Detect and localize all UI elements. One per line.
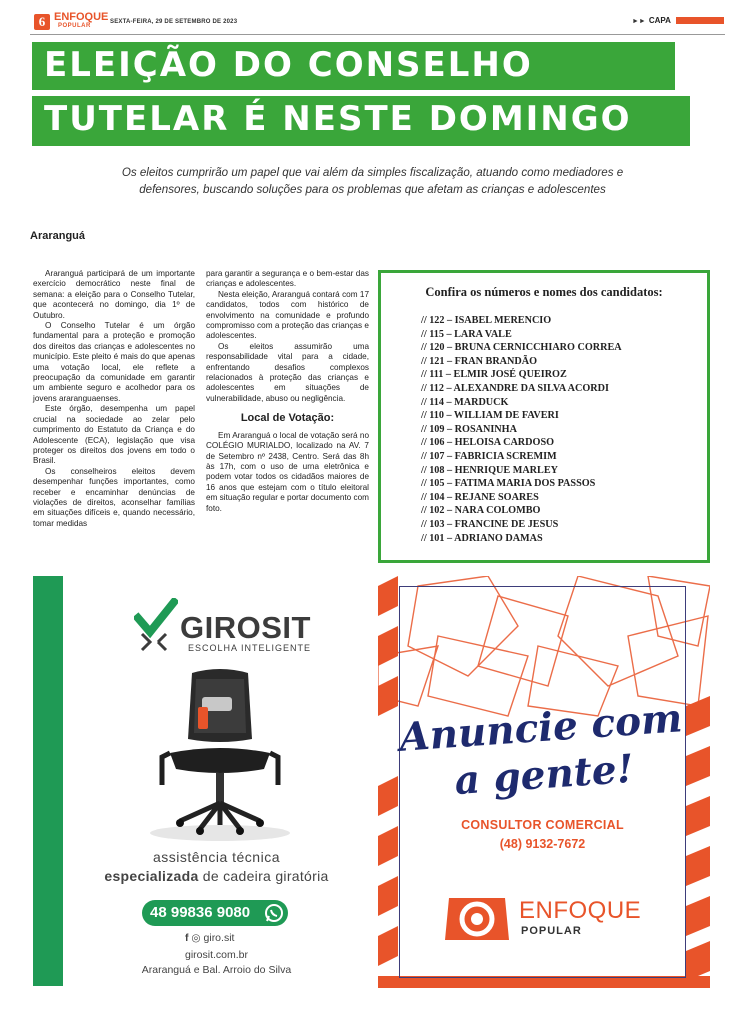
girosit-tagline-bold: especializada: [104, 868, 199, 884]
headline-line-2: TUTELAR É NESTE DOMINGO: [32, 96, 690, 146]
list-item: // 107 – FABRICIA SCREMIM: [421, 450, 557, 462]
voting-location-heading: Local de Votação:: [240, 412, 335, 425]
list-item: // 105 – FATIMA MARIA DOS PASSOS: [421, 478, 596, 490]
enfoque-brand: ENFOQUE: [519, 897, 642, 924]
header-date: SEXTA-FEIRA, 29 DE SETEMBRO DE 2023: [110, 19, 238, 25]
list-item: // 109 – ROSANINHA: [421, 423, 517, 435]
enfoque-headline-1: Anuncie com: [397, 695, 684, 761]
paragraph: Nesta eleição, Araranguá contará com 17 candidatos, todos com histórico de envolvimento na comunidade e profundo compromisso com a proteção das crianças e adolescentes.: [206, 289, 369, 341]
enfoque-phone: (48) 9132-7672: [499, 837, 586, 851]
list-item: // 110 – WILLIAM DE FAVERI: [421, 410, 559, 422]
list-item: // 121 – FRAN BRANDÃO: [421, 355, 538, 367]
paragraph: Em Araranguá o local de votação será no COLÉGIO MURIALDO, localizado na AV. 7 de Setembro nº 2438, Centro. Será das 8h às 17h, com o uso de urna eletrônica e podem votar todos os cidadãos maiores de 16 anos que estejam com o título eleitoral em situação regular e portar documento com foto.: [206, 430, 369, 513]
list-item: // 111 – ELMIR JOSÉ QUEIROZ: [421, 369, 567, 381]
section-bar: [676, 17, 724, 24]
ad-green-stripe: [33, 576, 63, 986]
list-item: // 108 – HENRIQUE MARLEY: [421, 464, 558, 476]
girosit-tagline-1: assistência técnica: [152, 849, 280, 865]
section-name: CAPA: [648, 16, 671, 25]
list-item: // 112 – ALEXANDRE DA SILVA ACORDI: [421, 382, 609, 394]
headline-line-1: ELEIÇÃO DO CONSELHO: [32, 42, 675, 90]
list-item: // 106 – HELOISA CARDOSO: [421, 437, 555, 449]
header-brand-sub: POPULAR: [58, 23, 91, 29]
office-chair-icon: [140, 665, 300, 845]
page-number: 6: [34, 14, 50, 30]
facebook-icon: f: [185, 932, 189, 944]
paragraph: O Conselho Tutelar é um órgão fundamental para a proteção e promoção dos direitos das crianças e adolescentes no município. Este pleito é mais do que apenas uma votação local, ele reflete a preocupação da comunidade em garantir um ambiente seguro e acolhedor para os jovens araranguaenses.: [33, 321, 195, 403]
girosit-logo-sub: ESCOLHA INTELIGENTE: [188, 643, 312, 653]
dateline-city: Araranguá: [30, 230, 86, 242]
girosit-tagline-rest: de cadeira giratória: [198, 868, 329, 884]
list-item: // 104 – REJANE SOARES: [421, 491, 539, 503]
header-rule: [30, 34, 725, 35]
girosit-logo-name: GIROSIT: [180, 610, 311, 645]
list-item: // 102 – NARA COLOMBO: [421, 505, 541, 517]
paragraph: Os conselheiros eleitos devem desempenhar funções importantes, como receber e encaminhar denúncias de violações de direitos, aconselhar famílias em situações difíceis e, quando necessário, tomar medidas: [33, 466, 195, 528]
girosit-phone-badge: [142, 900, 288, 926]
list-item: // 101 – ADRIANO DAMAS: [421, 532, 543, 544]
paragraph: Araranguá participará de um importante exercício democrático neste final de semana: a eleição para o Conselho Tutelar, que acontecerá no domingo, dia 1º de Outubro.: [33, 269, 195, 320]
section-label: [632, 16, 671, 25]
paragraph: Os eleitos assumirão uma responsabilidade vital para a cidade, enfrentando desafios complexos relacionados à proteção das crianças e adolescentes em situações de vulnerabilidade, abuso ou negligência.: [206, 341, 369, 403]
paragraph: para garantir a segurança e o bem-estar das crianças e adolescentes.: [206, 269, 369, 289]
list-item: // 122 – ISABEL MERENCIO: [421, 315, 552, 326]
enfoque-headline-2: a gente!: [453, 745, 636, 805]
whatsapp-icon: [264, 903, 284, 923]
enfoque-brand-sub: POPULAR: [521, 925, 582, 937]
girosit-social: [185, 932, 234, 944]
subtitle: Os eleitos cumprirão um papel que vai além da simples fiscalização, atuando como mediadores e defensores, buscando soluções para os problemas que afetam as crianças e adolescentes: [121, 166, 624, 196]
list-item: // 103 – FRANCINE DE JESUS: [421, 518, 559, 530]
girosit-social-handle: giro.sit: [203, 932, 235, 944]
girosit-cities: Araranguá e Bal. Arroio do Silva: [141, 964, 292, 976]
girosit-phone: 48 99836 9080: [150, 904, 251, 921]
header-brand: ENFOQUE: [54, 11, 109, 23]
enfoque-headline: [396, 695, 689, 809]
girosit-check-icon: [134, 598, 178, 654]
list-item: // 114 – MARDUCK: [421, 396, 509, 408]
paragraph: Este órgão, desempenha um papel crucial na sociedade ao zelar pelo cumprimento do Estatuto da Criança e do Adolescente (ECA), legislação que visa proteger os direitos dos jovens em todo o Brasil.: [33, 404, 195, 466]
enfoque-logo-icon: [443, 894, 511, 944]
list-item: // 120 – BRUNA CERNICCHIARO CORREA: [421, 342, 622, 354]
enfoque-consultor: CONSULTOR COMERCIAL: [461, 818, 624, 832]
list-item: // 115 – LARA VALE: [421, 328, 512, 340]
candidates-list: [421, 314, 622, 545]
article-column-1: [33, 269, 195, 529]
candidates-title: Confira os números e nomes dos candidatos:: [425, 285, 663, 299]
article-column-2: [206, 269, 369, 514]
instagram-icon: ◎: [191, 932, 201, 944]
double-arrow-icon: ►►: [632, 18, 646, 25]
girosit-site: girosit.com.br: [184, 949, 248, 961]
girosit-tagline-2: [63, 868, 370, 884]
